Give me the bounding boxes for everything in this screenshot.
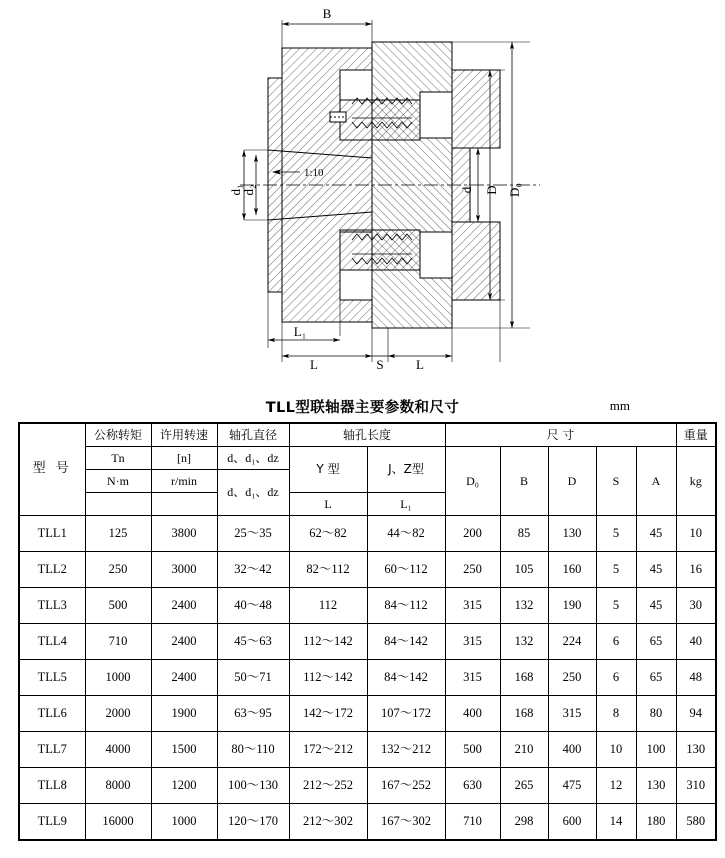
header-bore-line1: 轴孔直径 (217, 423, 289, 447)
table-header-row-2 (19, 447, 716, 470)
header-weight-unit: kg (676, 447, 716, 516)
header-torque-unit: N·m (85, 470, 151, 493)
cell-S: 6 (596, 624, 636, 660)
cell-A: 65 (636, 624, 676, 660)
cell-D: 224 (548, 624, 596, 660)
cell-D: 160 (548, 552, 596, 588)
dim-label-L-left: L (310, 357, 318, 372)
header-speed-line1: 许用转速 (151, 423, 217, 447)
cell-torque: 16000 (85, 804, 151, 841)
cell-L1: 60～112 (367, 552, 445, 588)
cell-bore: 100～130 (217, 768, 289, 804)
header-weight-line1: 重量 (676, 423, 716, 447)
header-torque-line2: Tn (85, 447, 151, 470)
table-unit-label: mm (609, 398, 630, 413)
cell-S: 5 (596, 552, 636, 588)
cell-bore: 40～48 (217, 588, 289, 624)
header-bore-line2: d、d₁、dz (217, 447, 289, 470)
cell-S: 5 (596, 516, 636, 552)
header-D: D (548, 447, 596, 516)
cell-D0: 500 (445, 732, 500, 768)
table-row (19, 768, 716, 804)
cell-D: 315 (548, 696, 596, 732)
cell-D: 250 (548, 660, 596, 696)
cell-speed: 1900 (151, 696, 217, 732)
cell-L: 172～212 (289, 732, 367, 768)
cell-D: 400 (548, 732, 596, 768)
cell-D: 600 (548, 804, 596, 841)
cell-model: TLL4 (19, 624, 85, 660)
cell-speed: 1500 (151, 732, 217, 768)
cell-L: 112 (289, 588, 367, 624)
cell-A: 65 (636, 660, 676, 696)
cell-bore: 25～35 (217, 516, 289, 552)
cell-kg: 130 (676, 732, 716, 768)
cell-bore: 45～63 (217, 624, 289, 660)
cell-torque: 500 (85, 588, 151, 624)
cell-S: 5 (596, 588, 636, 624)
header-A: A (636, 447, 676, 516)
cell-L1: 84～112 (367, 588, 445, 624)
cell-D0: 250 (445, 552, 500, 588)
cell-D: 130 (548, 516, 596, 552)
cell-bore: 63～95 (217, 696, 289, 732)
cell-kg: 580 (676, 804, 716, 841)
cell-A: 45 (636, 552, 676, 588)
cell-bore: 80～110 (217, 732, 289, 768)
cell-D0: 710 (445, 804, 500, 841)
cell-D0: 315 (445, 660, 500, 696)
header-B: B (500, 447, 548, 516)
cell-bore: 32～42 (217, 552, 289, 588)
cell-speed: 1000 (151, 804, 217, 841)
cell-L1: 167～302 (367, 804, 445, 841)
cell-torque: 2000 (85, 696, 151, 732)
cell-torque: 8000 (85, 768, 151, 804)
cell-B: 132 (500, 588, 548, 624)
cell-speed: 3800 (151, 516, 217, 552)
cell-L1: 44～82 (367, 516, 445, 552)
cell-kg: 16 (676, 552, 716, 588)
cell-model: TLL5 (19, 660, 85, 696)
header-dimensions: 尺 寸 (445, 423, 676, 447)
cell-B: 168 (500, 660, 548, 696)
cell-B: 265 (500, 768, 548, 804)
cell-L: 62～82 (289, 516, 367, 552)
cell-model: TLL2 (19, 552, 85, 588)
cell-speed: 2400 (151, 588, 217, 624)
cell-speed: 1200 (151, 768, 217, 804)
cell-model: TLL7 (19, 732, 85, 768)
header-len-L1: L₁ (367, 493, 445, 516)
header-speed-blank (151, 493, 217, 516)
cell-model: TLL9 (19, 804, 85, 841)
cell-A: 80 (636, 696, 676, 732)
header-D0: D₀ (445, 447, 500, 516)
cell-torque: 125 (85, 516, 151, 552)
cell-D0: 630 (445, 768, 500, 804)
spec-table-wrapper (18, 422, 707, 841)
table-title-row (0, 392, 725, 422)
cell-kg: 310 (676, 768, 716, 804)
header-type-jz: J、Z型 (367, 447, 445, 493)
cell-A: 45 (636, 588, 676, 624)
cell-kg: 10 (676, 516, 716, 552)
table-row (19, 624, 716, 660)
cell-S: 10 (596, 732, 636, 768)
cell-kg: 40 (676, 624, 716, 660)
cell-B: 85 (500, 516, 548, 552)
cell-speed: 2400 (151, 624, 217, 660)
cell-kg: 94 (676, 696, 716, 732)
table-row (19, 804, 716, 841)
cell-L1: 167～252 (367, 768, 445, 804)
dim-label-D0: D₀ (507, 183, 522, 197)
header-torque-line1: 公称转矩 (85, 423, 151, 447)
header-speed-unit: r/min (151, 470, 217, 493)
table-row (19, 552, 716, 588)
dim-label-d: d (459, 186, 474, 194)
cell-A: 45 (636, 516, 676, 552)
cell-S: 8 (596, 696, 636, 732)
cell-model: TLL8 (19, 768, 85, 804)
cell-L: 142～172 (289, 696, 367, 732)
cell-L1: 84～142 (367, 624, 445, 660)
header-speed-line2: [n] (151, 447, 217, 470)
cell-torque: 1000 (85, 660, 151, 696)
dim-label-B: B (322, 6, 332, 21)
cell-A: 130 (636, 768, 676, 804)
cell-torque: 710 (85, 624, 151, 660)
cell-model: TLL3 (19, 588, 85, 624)
cell-L1: 84～142 (367, 660, 445, 696)
cell-A: 180 (636, 804, 676, 841)
header-bore-length: 轴孔长度 (289, 423, 445, 447)
cell-torque: 250 (85, 552, 151, 588)
cell-L: 212～252 (289, 768, 367, 804)
table-title: TLL型联轴器主要参数和尺寸 (265, 400, 460, 416)
cell-S: 14 (596, 804, 636, 841)
dim-label-d1: d₁ (228, 184, 243, 196)
header-type-y: Y 型 (289, 447, 367, 493)
cell-kg: 48 (676, 660, 716, 696)
cell-kg: 30 (676, 588, 716, 624)
cell-B: 105 (500, 552, 548, 588)
table-row (19, 588, 716, 624)
table-row (19, 660, 716, 696)
cell-B: 132 (500, 624, 548, 660)
cell-D0: 315 (445, 588, 500, 624)
dim-label-taper: 1:10 (304, 167, 324, 179)
spec-table (18, 422, 717, 841)
cell-D: 190 (548, 588, 596, 624)
header-len-L: L (289, 493, 367, 516)
cell-D0: 400 (445, 696, 500, 732)
coupling-technical-drawing (0, 0, 725, 390)
cell-B: 210 (500, 732, 548, 768)
table-header-row-1 (19, 423, 716, 447)
dim-label-d2: d₂ (241, 184, 256, 196)
cell-bore: 120～170 (217, 804, 289, 841)
cell-D0: 200 (445, 516, 500, 552)
cell-B: 298 (500, 804, 548, 841)
dim-label-S: S (376, 357, 384, 372)
table-row (19, 696, 716, 732)
cell-model: TLL6 (19, 696, 85, 732)
header-model: 型 号 (19, 423, 85, 516)
dim-label-L1: L₁ (293, 324, 307, 339)
cell-D0: 315 (445, 624, 500, 660)
cell-D: 475 (548, 768, 596, 804)
cell-L: 112～142 (289, 660, 367, 696)
dim-label-D: D (484, 185, 499, 195)
header-torque-blank (85, 493, 151, 516)
cell-A: 100 (636, 732, 676, 768)
cell-speed: 3000 (151, 552, 217, 588)
header-bore-symbols: d、d₁、dz (217, 470, 289, 516)
cell-L1: 132～212 (367, 732, 445, 768)
cell-bore: 50～71 (217, 660, 289, 696)
header-S: S (596, 447, 636, 516)
cell-model: TLL1 (19, 516, 85, 552)
cell-L: 112～142 (289, 624, 367, 660)
cell-speed: 2400 (151, 660, 217, 696)
table-row (19, 732, 716, 768)
cell-B: 168 (500, 696, 548, 732)
dim-label-L-right: L (416, 357, 424, 372)
cell-S: 6 (596, 660, 636, 696)
table-row (19, 516, 716, 552)
cell-S: 12 (596, 768, 636, 804)
cell-L: 82～112 (289, 552, 367, 588)
cell-L1: 107～172 (367, 696, 445, 732)
cell-torque: 4000 (85, 732, 151, 768)
cell-L: 212～302 (289, 804, 367, 841)
